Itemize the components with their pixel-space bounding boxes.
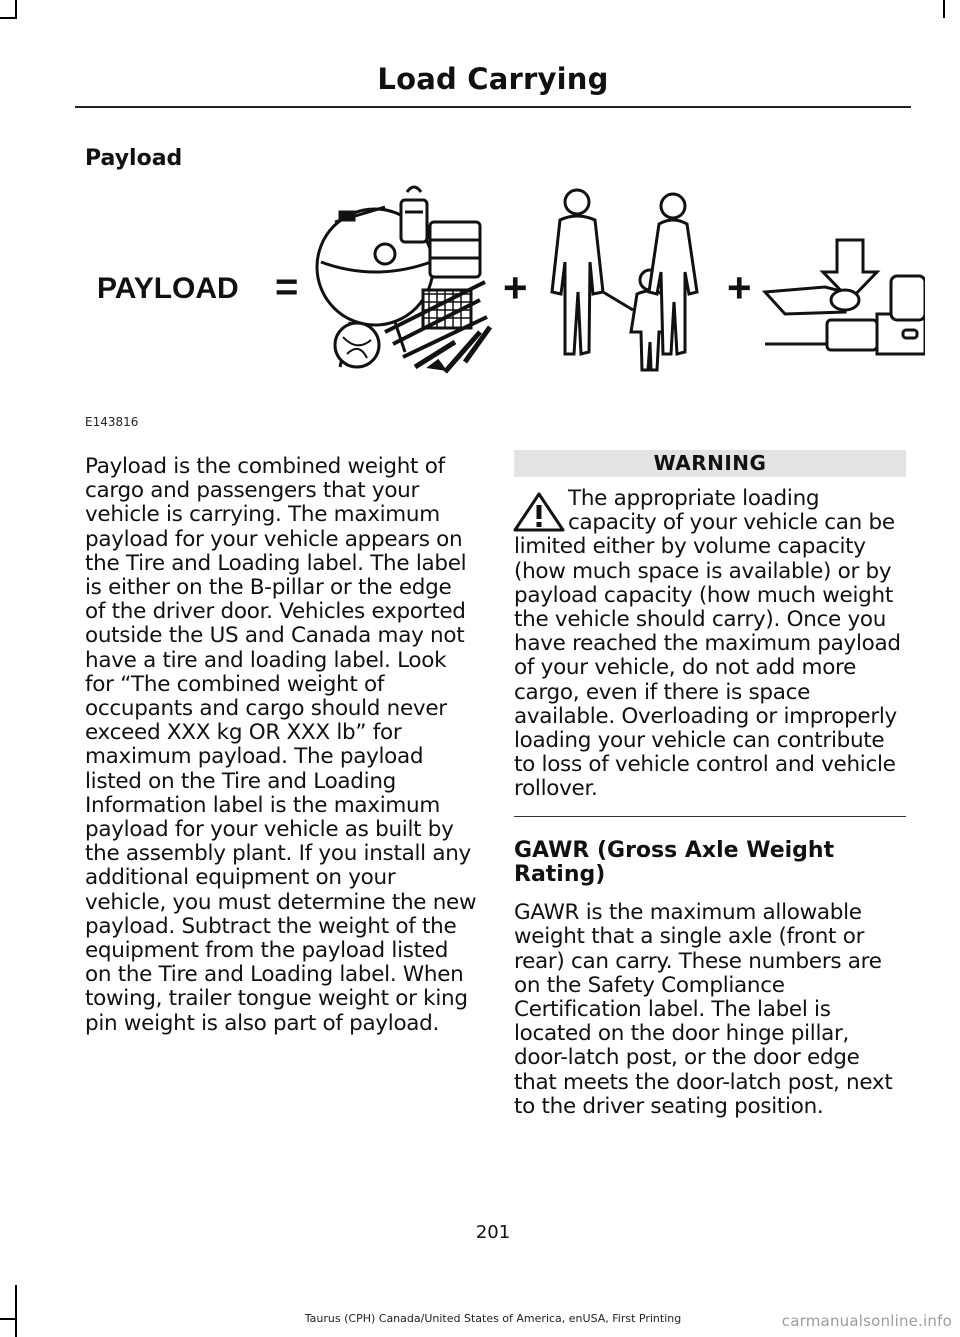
crop-mark-top-right <box>943 0 945 18</box>
header-rule <box>75 106 911 108</box>
passengers-icon <box>552 190 697 370</box>
watermark: carmanualsonline.info <box>781 1312 952 1330</box>
gawr-description: GAWR is the maximum allowable weight that a single axle (front or rear) can carry. These numbers are on the Safety Compliance Certification label. The label is located on the door hinge pillar, door-latch post, or the door edge that meets the door-latch post, next to the driver seating position. <box>514 900 893 1119</box>
page-number: 201 <box>475 1222 511 1243</box>
figure-id: E143816 <box>85 415 139 429</box>
crop-mark-top-left <box>15 0 17 18</box>
payload-label: PAYLOAD <box>97 272 239 305</box>
crop-mark-bottom-left <box>15 1285 17 1337</box>
gawr-title: GAWR (Gross Axle Weight Rating) <box>514 838 835 888</box>
header-title: Load Carrying <box>377 62 609 96</box>
equals-sign: = <box>275 265 299 309</box>
warning-box <box>514 487 906 802</box>
payload-description: Payload is the combined weight of cargo and passengers that your vehicle is carrying. The maximum payload for your vehicle appears on the Tire and Loading label. The label is either on the B-pillar or the edge of the driver door. Vehicles exported outside the US and Canada may not have a tire and loading label. Look for “The combined weight of occupants and cargo should never exceed XXX kg OR XXX lb” for maximum payload. The payload listed on the Tire and Loading Information label is the maximum payload for your vehicle as built by the assembly plant. If you install any additional equipment on your vehicle, you must determine the new payload. Subtract the weight of the equipment from the payload listed on the Tire and Loading label. When towing, trailer tongue weight or king pin weight is also part of payload. <box>85 454 477 1036</box>
plus-sign-1: + <box>503 264 528 311</box>
plus-sign-2: + <box>727 264 752 311</box>
crop-mark-top-left-h <box>0 17 17 19</box>
warning-triangle-icon <box>512 491 566 533</box>
payload-illustration <box>85 182 925 397</box>
cargo-icon <box>317 187 490 372</box>
warning-heading: WARNING <box>514 450 906 477</box>
right-column <box>514 450 906 1119</box>
section-title: Payload <box>85 146 183 171</box>
warning-rule <box>514 816 906 818</box>
tongue-weight-icon <box>765 240 925 354</box>
warning-text: The appropriate loading capacity of your vehicle can be limited either by volume capacity (how much space is available) or by payload capacity (how much weight the vehicle should carry). Once you have reached the maximum payload of your vehicle, do not add more cargo, even if there is space available. Overloading or improperly loading your vehicle can contribute to loss of vehicle control and vehicle rollover. <box>514 486 901 802</box>
footer-text: Taurus (CPH) Canada/United States of America, enUSA, First Printing <box>304 1312 682 1325</box>
